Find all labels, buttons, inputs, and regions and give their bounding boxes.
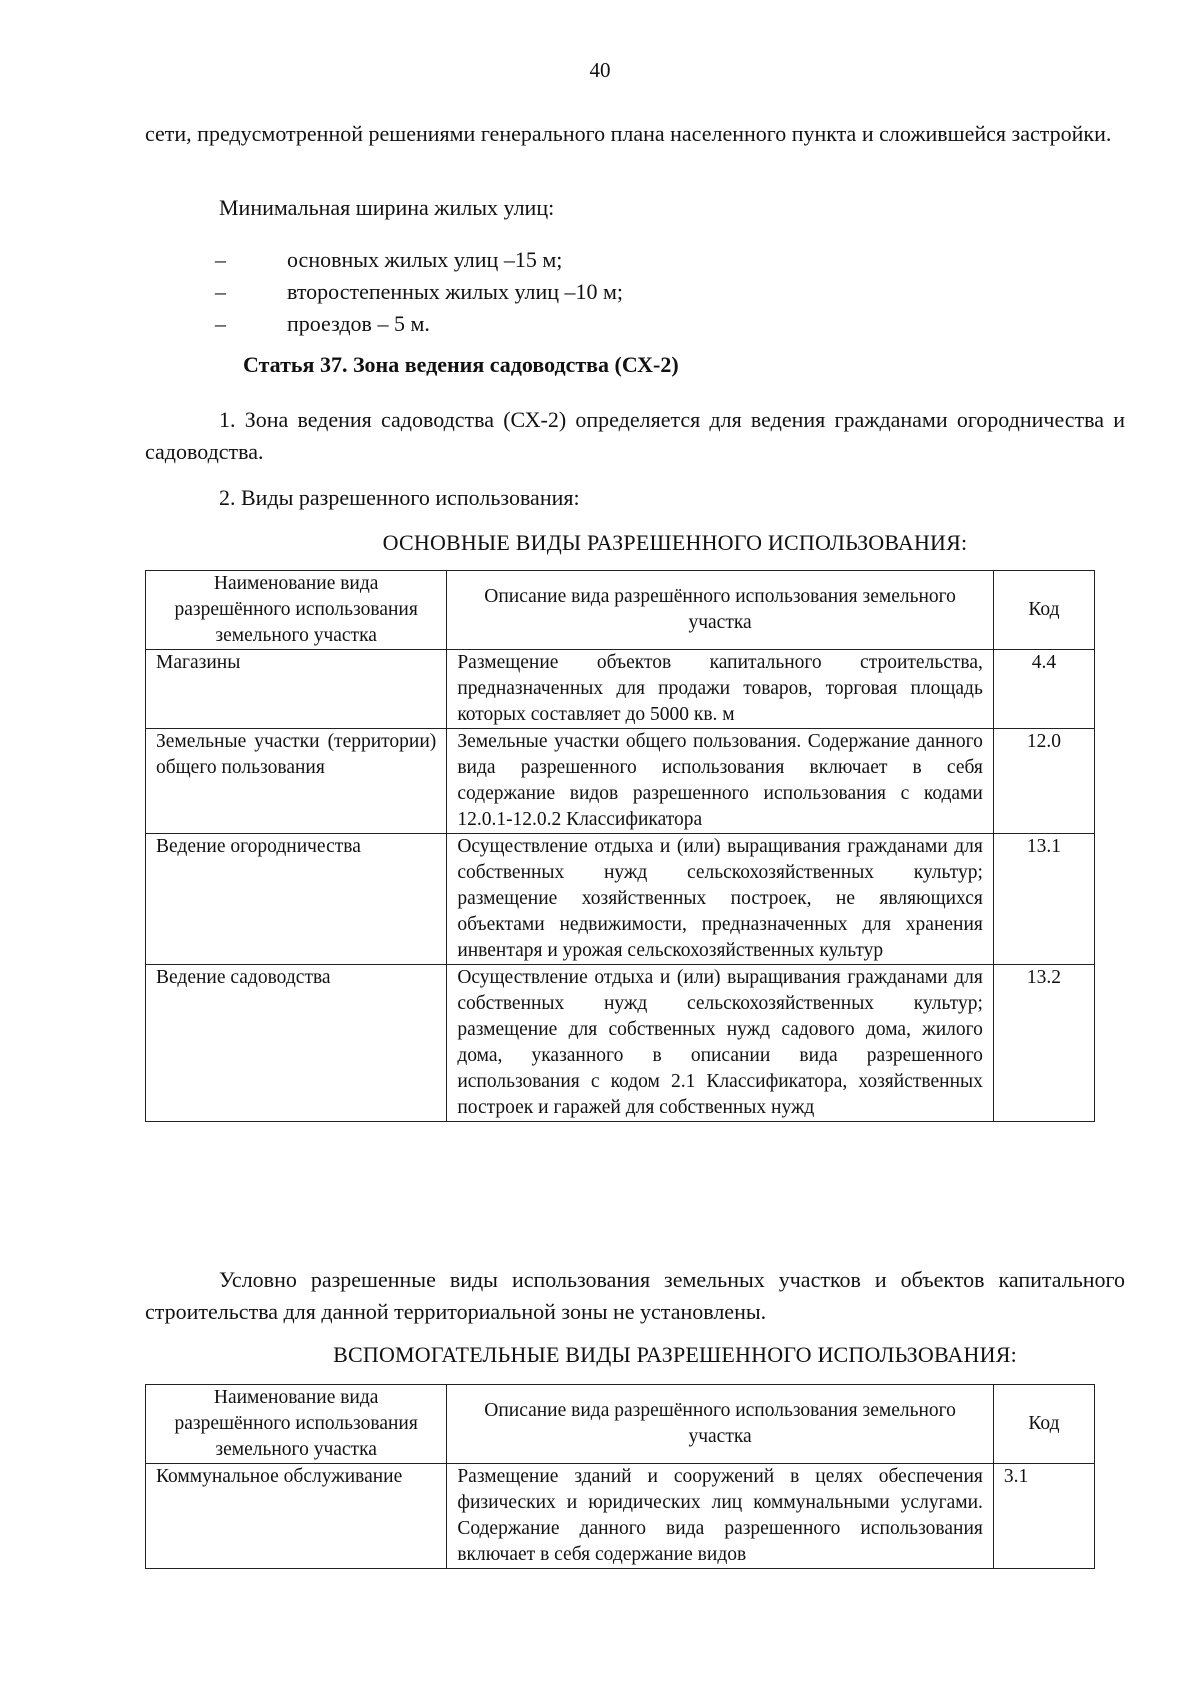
main-uses-table [145, 570, 1095, 1122]
table-row [146, 729, 1095, 834]
list-item-text: второстепенных жилых улиц –10 м; [287, 279, 624, 304]
page-number: 40 [589, 58, 611, 82]
row-description: Размещение объектов капитального строительства, предназначенных для продажи товаров, торговая площадь которых составляет до 5000 кв. м [447, 650, 994, 729]
article-heading: Статья 37. Зона ведения садоводства (СХ-2) [243, 352, 679, 377]
row-code: 3.1 [993, 1464, 1094, 1569]
row-name: Ведение садоводства [146, 965, 447, 1122]
clause-2: 2. Виды разрешенного использования: [219, 485, 580, 510]
header-description: Описание вида разрешённого использования земельного участка [447, 571, 994, 650]
table-row [146, 965, 1095, 1122]
list-dash: – [215, 311, 226, 336]
row-description: Осуществление отдыха и (или) выращивания гражданами для собственных нужд сельскохозяйственных культур; размещение для собственных нужд садового дома, жилого дома, указанного в описании вида разрешенного использования с кодом 2.1 Классификатора, хозяйственных построек и гаражей для собственных нужд [447, 965, 994, 1122]
header-description: Описание вида разрешённого использования земельного участка [447, 1385, 994, 1464]
row-code: 13.2 [993, 965, 1094, 1122]
header-code: Код [993, 571, 1094, 650]
table-row [146, 650, 1095, 729]
list-dash: – [215, 279, 226, 304]
table-row [146, 834, 1095, 965]
clause-1: 1. Зона ведения садоводства (СХ-2) определяется для ведения гражданами огородничества и садоводства. [145, 407, 1125, 464]
row-code: 4.4 [993, 650, 1094, 729]
header-name: Наименование вида разрешённого использования земельного участка [146, 571, 447, 650]
table-header-row [146, 571, 1095, 650]
main-section-title: ОСНОВНЫЕ ВИДЫ РАЗРЕШЕННОГО ИСПОЛЬЗОВАНИЯ: [382, 530, 968, 555]
row-code: 12.0 [993, 729, 1094, 834]
min-width-label: Минимальная ширина жилых улиц: [219, 195, 555, 220]
row-description: Земельные участки общего пользования. Содержание данного вида разрешенного использования включает в себя содержание видов разрешенного использования с кодами 12.0.1-12.0.2 Классификатора [447, 729, 994, 834]
header-name: Наименование вида разрешённого использования земельного участка [146, 1385, 447, 1464]
table-row [146, 1464, 1095, 1569]
list-dash: – [215, 247, 226, 272]
row-code: 13.1 [993, 834, 1094, 965]
list-item-text: основных жилых улиц –15 м; [287, 247, 563, 272]
aux-uses-table [145, 1384, 1095, 1569]
row-name: Ведение огородничества [146, 834, 447, 965]
row-name: Магазины [146, 650, 447, 729]
intro-paragraph: сети, предусмотренной решениями генерального плана населенного пункта и сложившейся застройки. [145, 121, 1112, 146]
conditional-uses-paragraph: Условно разрешенные виды использования земельных участков и объектов капитального строительства для данной территориальной зоны не установлены. [145, 1267, 1125, 1324]
row-description: Осуществление отдыха и (или) выращивания гражданами для собственных нужд сельскохозяйственных культур; размещение хозяйственных построек, не являющихся объектами недвижимости, предназначенных для хранения инвентаря и урожая сельскохозяйственных культур [447, 834, 994, 965]
row-name: Земельные участки (территории) общего пользования [146, 729, 447, 834]
row-name: Коммунальное обслуживание [146, 1464, 447, 1569]
row-description: Размещение зданий и сооружений в целях обеспечения физических и юридических лиц коммунальными услугами. Содержание данного вида разрешенного использования включает в себя содержание видов [447, 1464, 994, 1569]
aux-section-title: ВСПОМОГАТЕЛЬНЫЕ ВИДЫ РАЗРЕШЕННОГО ИСПОЛЬЗОВАНИЯ: [333, 1342, 1017, 1367]
table-header-row [146, 1385, 1095, 1464]
list-item-text: проездов – 5 м. [287, 311, 430, 336]
header-code: Код [993, 1385, 1094, 1464]
